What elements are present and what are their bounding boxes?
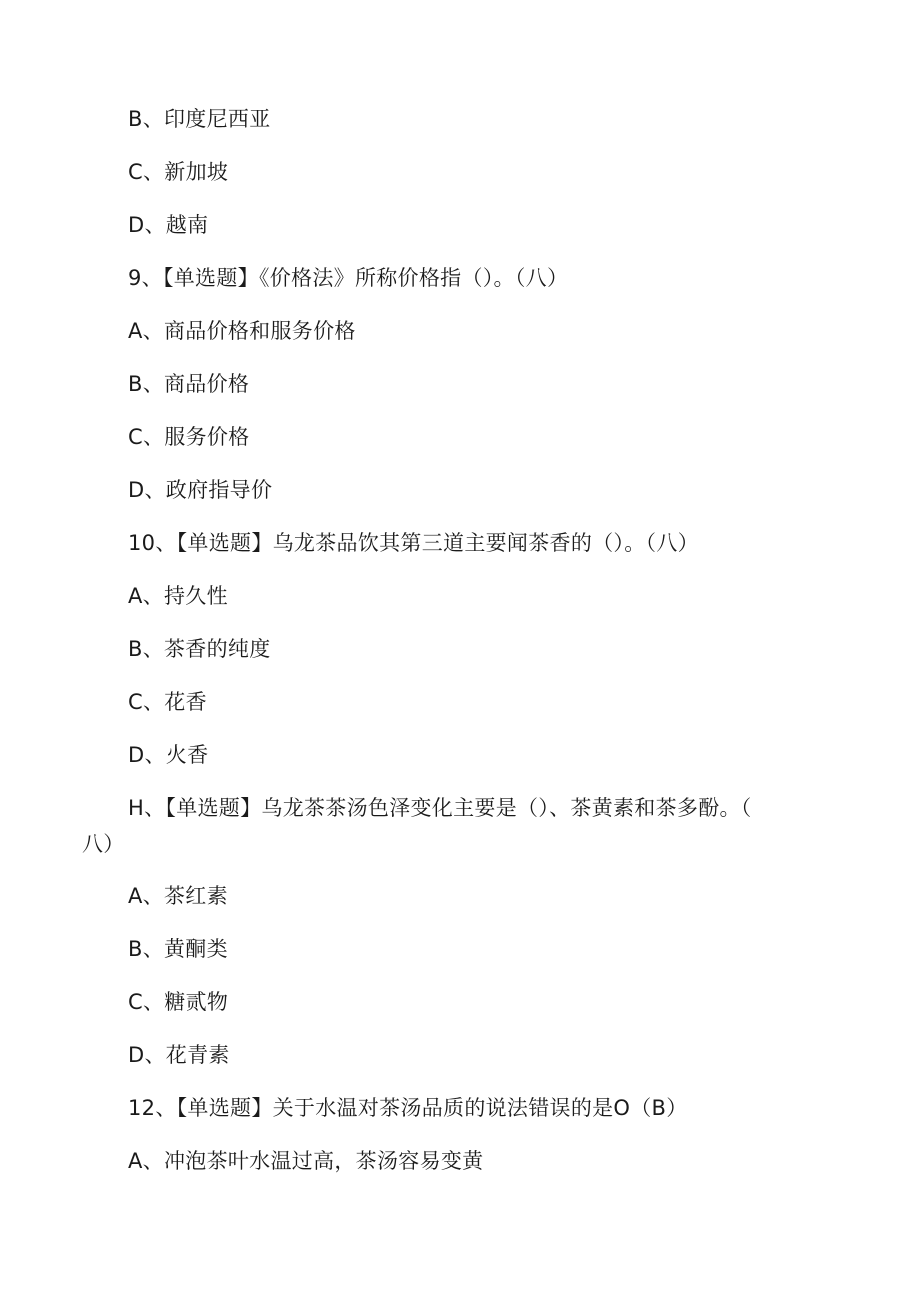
question-9: 9、【单选题】《价格法》所称价格指（）。（八）	[128, 266, 569, 290]
question-11-option-a: A、茶红素	[128, 884, 228, 908]
question-10-option-c: C、花香	[128, 690, 207, 714]
question-10-option-d: D、火香	[128, 743, 209, 767]
question-12-option-a: A、冲泡茶叶水温过高，茶汤容易变黄	[128, 1149, 484, 1173]
question-10-option-b: B、茶香的纯度	[128, 637, 271, 661]
question-11-option-b: B、黄酮类	[128, 937, 228, 961]
option-d-vietnam: D、越南	[128, 213, 209, 237]
option-c-singapore: C、新加坡	[128, 160, 229, 184]
question-12: 12、【单选题】关于水温对茶汤品质的说法错误的是O（B）	[128, 1096, 688, 1120]
question-9-option-b: B、商品价格	[128, 372, 250, 396]
option-b-indonesia: B、印度尼西亚	[128, 107, 271, 131]
question-11-continuation: 八）	[82, 832, 125, 856]
question-11-option-c: C、糖贰物	[128, 990, 229, 1014]
question-9-option-d: D、政府指导价	[128, 478, 273, 502]
question-11-option-d: D、花青素	[128, 1043, 230, 1067]
question-10: 10、【单选题】乌龙茶品饮其第三道主要闻茶香的（）。（八）	[128, 531, 699, 555]
question-9-option-a: A、商品价格和服务价格	[128, 319, 356, 343]
question-11: H、【单选题】乌龙茶茶汤色泽变化主要是（）、茶黄素和茶多酚。（	[128, 796, 752, 820]
question-9-option-c: C、服务价格	[128, 425, 250, 449]
question-10-option-a: A、持久性	[128, 584, 228, 608]
